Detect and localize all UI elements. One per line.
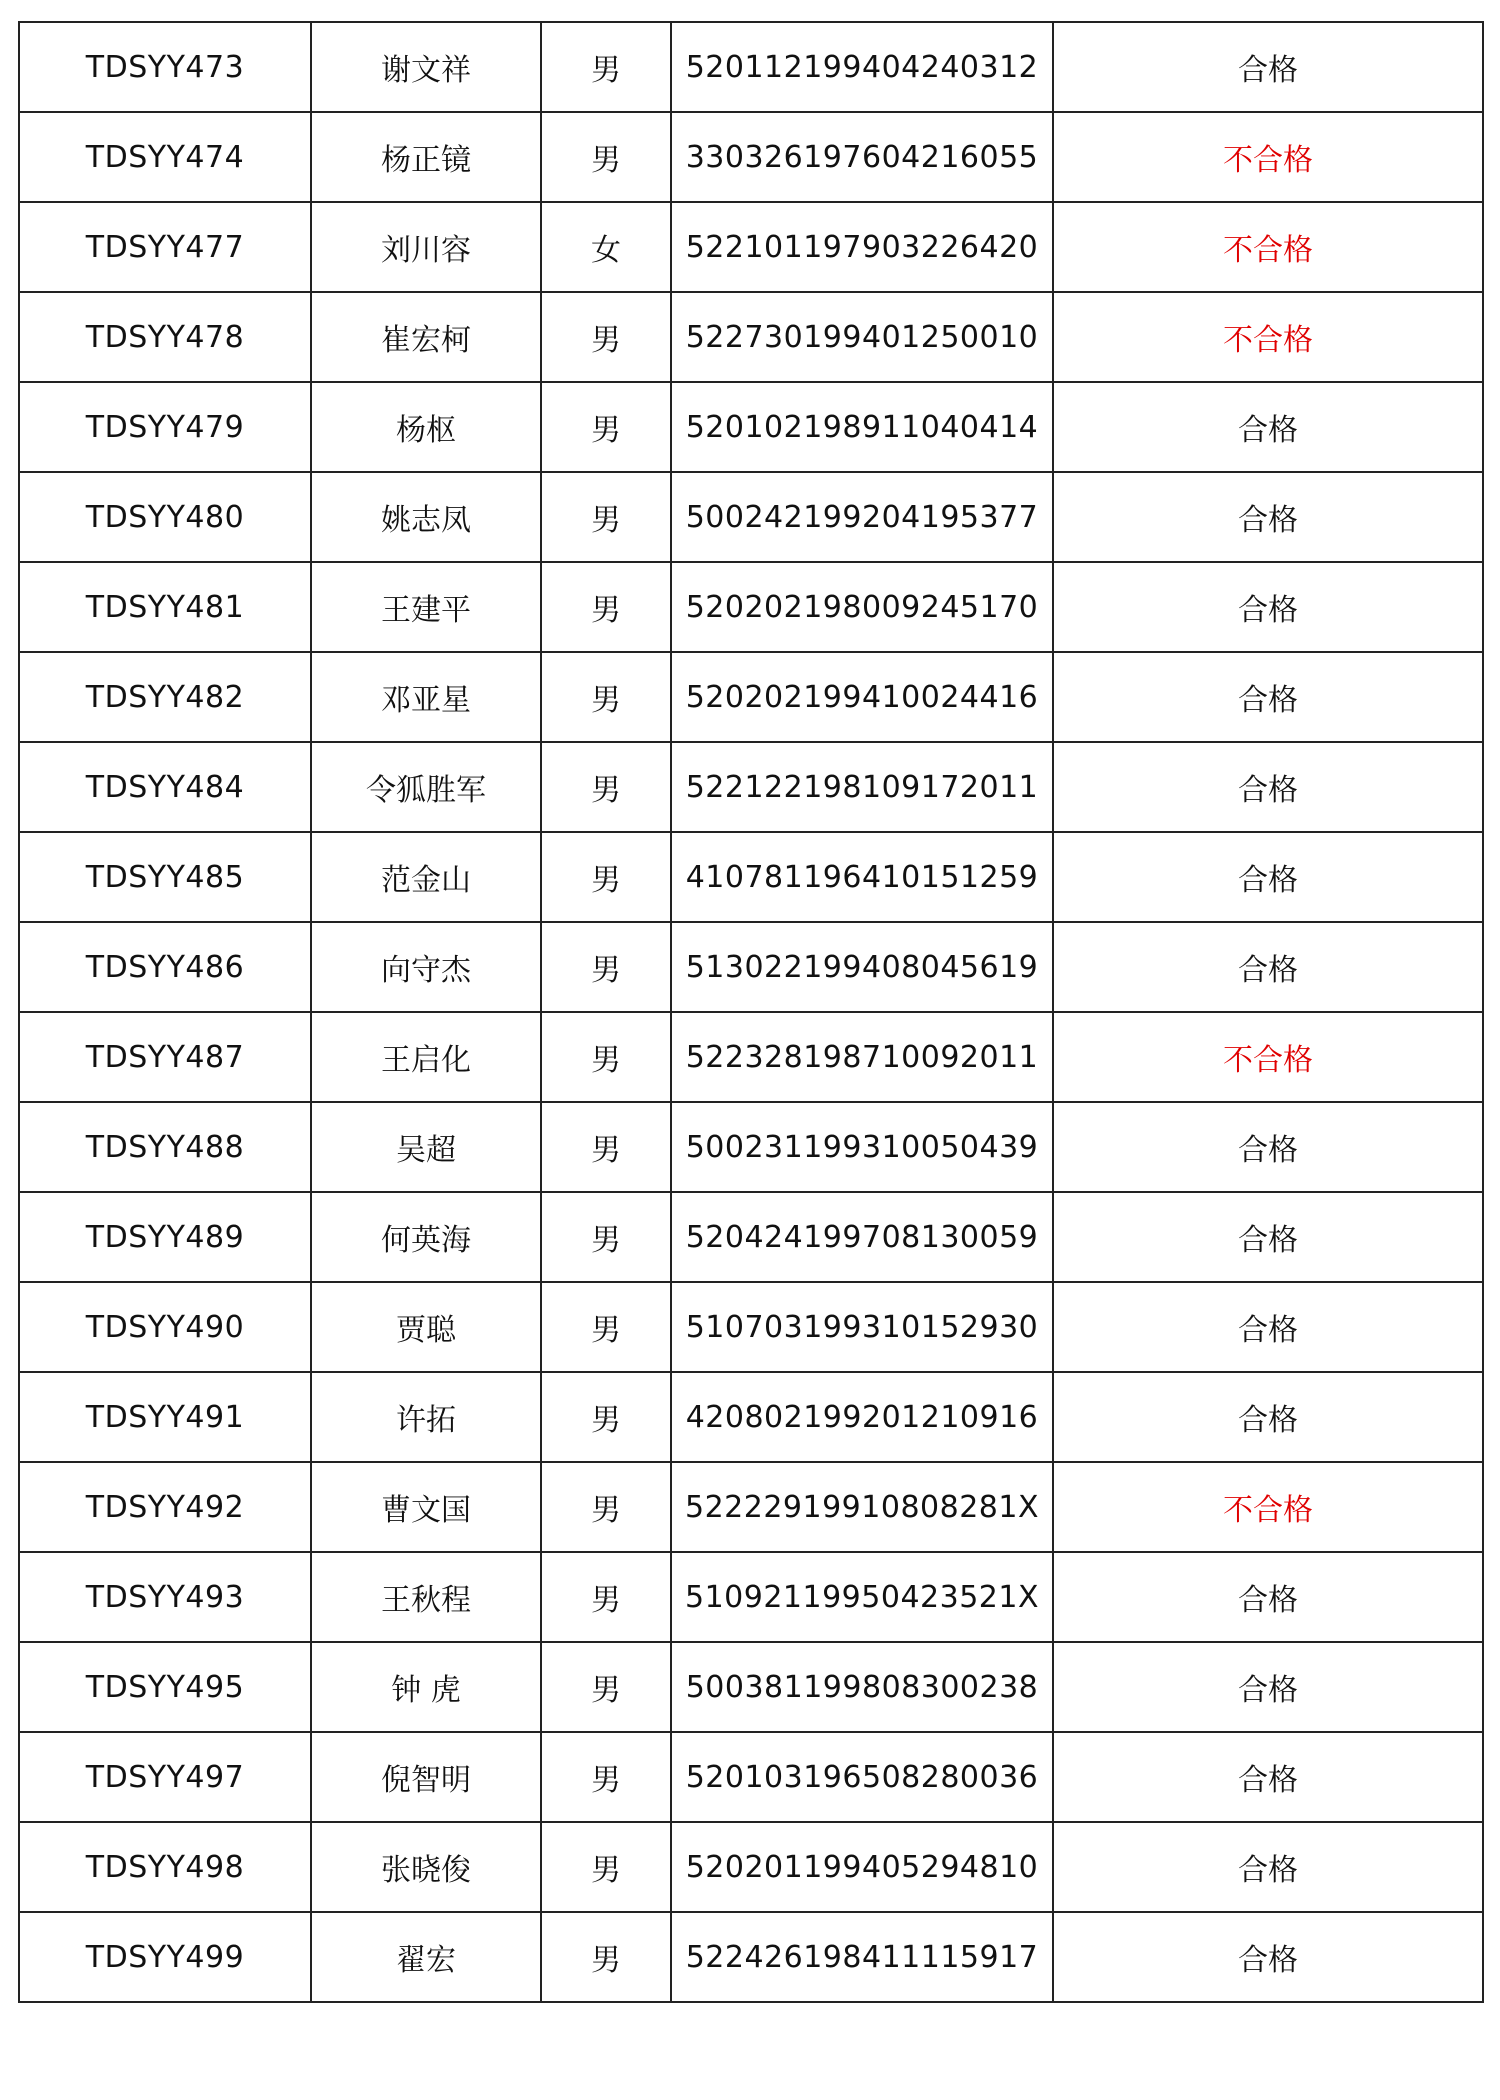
result-cell: 合格 <box>1053 1282 1483 1372</box>
id-number-cell: 520202198009245170 <box>671 562 1053 652</box>
result-cell: 合格 <box>1053 742 1483 832</box>
gender-cell: 男 <box>541 1282 671 1372</box>
name-cell: 刘川容 <box>311 202 541 292</box>
name-cell: 崔宏柯 <box>311 292 541 382</box>
table-row <box>19 1012 1483 1102</box>
name-cell: 谢文祥 <box>311 22 541 112</box>
id-number-cell: 51092119950423521X <box>671 1552 1053 1642</box>
result-cell: 合格 <box>1053 922 1483 1012</box>
id-number-cell: 52222919910808281X <box>671 1462 1053 1552</box>
candidate-id-cell: TDSYY497 <box>19 1732 311 1822</box>
name-cell: 钟 虎 <box>311 1642 541 1732</box>
name-cell: 邓亚星 <box>311 652 541 742</box>
table-row <box>19 112 1483 202</box>
candidate-id-cell: TDSYY478 <box>19 292 311 382</box>
table-row <box>19 1102 1483 1192</box>
id-number-cell: 522328198710092011 <box>671 1012 1053 1102</box>
gender-cell: 男 <box>541 922 671 1012</box>
table-row <box>19 652 1483 742</box>
id-number-cell: 330326197604216055 <box>671 112 1053 202</box>
gender-cell: 男 <box>541 472 671 562</box>
name-cell: 吴超 <box>311 1102 541 1192</box>
name-cell: 贾聪 <box>311 1282 541 1372</box>
gender-cell: 男 <box>541 832 671 922</box>
gender-cell: 男 <box>541 22 671 112</box>
id-number-cell: 513022199408045619 <box>671 922 1053 1012</box>
table-row <box>19 1642 1483 1732</box>
candidate-id-cell: TDSYY486 <box>19 922 311 1012</box>
result-cell: 合格 <box>1053 1732 1483 1822</box>
candidate-id-cell: TDSYY481 <box>19 562 311 652</box>
result-cell: 不合格 <box>1053 1012 1483 1102</box>
gender-cell: 男 <box>541 1552 671 1642</box>
table-row <box>19 292 1483 382</box>
result-cell: 合格 <box>1053 382 1483 472</box>
result-cell: 合格 <box>1053 1192 1483 1282</box>
candidate-id-cell: TDSYY495 <box>19 1642 311 1732</box>
name-cell: 曹文国 <box>311 1462 541 1552</box>
candidate-id-cell: TDSYY492 <box>19 1462 311 1552</box>
table-row <box>19 1732 1483 1822</box>
candidate-id-cell: TDSYY490 <box>19 1282 311 1372</box>
name-cell: 张晓俊 <box>311 1822 541 1912</box>
name-cell: 杨枢 <box>311 382 541 472</box>
result-cell: 合格 <box>1053 1642 1483 1732</box>
table-row <box>19 742 1483 832</box>
table-row <box>19 562 1483 652</box>
name-cell: 王建平 <box>311 562 541 652</box>
gender-cell: 男 <box>541 112 671 202</box>
candidate-id-cell: TDSYY499 <box>19 1912 311 2002</box>
id-number-cell: 410781196410151259 <box>671 832 1053 922</box>
name-cell: 王秋程 <box>311 1552 541 1642</box>
result-cell: 合格 <box>1053 472 1483 562</box>
gender-cell: 男 <box>541 1732 671 1822</box>
candidate-id-cell: TDSYY479 <box>19 382 311 472</box>
id-number-cell: 520202199410024416 <box>671 652 1053 742</box>
gender-cell: 男 <box>541 1192 671 1282</box>
name-cell: 范金山 <box>311 832 541 922</box>
table-row <box>19 1822 1483 1912</box>
id-number-cell: 510703199310152930 <box>671 1282 1053 1372</box>
result-cell: 不合格 <box>1053 292 1483 382</box>
result-cell: 合格 <box>1053 1912 1483 2002</box>
table-row <box>19 1552 1483 1642</box>
result-cell: 不合格 <box>1053 202 1483 292</box>
name-cell: 姚志凤 <box>311 472 541 562</box>
result-cell: 合格 <box>1053 1102 1483 1192</box>
table-row <box>19 382 1483 472</box>
id-number-cell: 520424199708130059 <box>671 1192 1053 1282</box>
id-number-cell: 520201199405294810 <box>671 1822 1053 1912</box>
candidate-id-cell: TDSYY489 <box>19 1192 311 1282</box>
gender-cell: 男 <box>541 292 671 382</box>
result-cell: 合格 <box>1053 1822 1483 1912</box>
gender-cell: 男 <box>541 1462 671 1552</box>
candidate-id-cell: TDSYY473 <box>19 22 311 112</box>
result-cell: 合格 <box>1053 832 1483 922</box>
table-body <box>19 22 1483 2002</box>
gender-cell: 女 <box>541 202 671 292</box>
gender-cell: 男 <box>541 562 671 652</box>
candidate-id-cell: TDSYY498 <box>19 1822 311 1912</box>
name-cell: 何英海 <box>311 1192 541 1282</box>
table-row <box>19 22 1483 112</box>
name-cell: 杨正镜 <box>311 112 541 202</box>
candidate-id-cell: TDSYY484 <box>19 742 311 832</box>
id-number-cell: 520102198911040414 <box>671 382 1053 472</box>
name-cell: 翟宏 <box>311 1912 541 2002</box>
table-row <box>19 472 1483 562</box>
id-number-cell: 522122198109172011 <box>671 742 1053 832</box>
candidate-id-cell: TDSYY487 <box>19 1012 311 1102</box>
result-cell: 不合格 <box>1053 1462 1483 1552</box>
id-number-cell: 520103196508280036 <box>671 1732 1053 1822</box>
name-cell: 许拓 <box>311 1372 541 1462</box>
gender-cell: 男 <box>541 1012 671 1102</box>
gender-cell: 男 <box>541 1642 671 1732</box>
result-cell: 合格 <box>1053 1372 1483 1462</box>
gender-cell: 男 <box>541 1912 671 2002</box>
name-cell: 王启化 <box>311 1012 541 1102</box>
name-cell: 倪智明 <box>311 1732 541 1822</box>
result-cell: 合格 <box>1053 1552 1483 1642</box>
table-row <box>19 1912 1483 2002</box>
result-cell: 合格 <box>1053 562 1483 652</box>
candidate-id-cell: TDSYY485 <box>19 832 311 922</box>
id-number-cell: 522101197903226420 <box>671 202 1053 292</box>
table-row <box>19 1282 1483 1372</box>
candidate-id-cell: TDSYY477 <box>19 202 311 292</box>
result-cell: 不合格 <box>1053 112 1483 202</box>
candidate-id-cell: TDSYY488 <box>19 1102 311 1192</box>
id-number-cell: 500231199310050439 <box>671 1102 1053 1192</box>
id-number-cell: 522426198411115917 <box>671 1912 1053 2002</box>
table-row <box>19 1462 1483 1552</box>
gender-cell: 男 <box>541 1822 671 1912</box>
table-row <box>19 1192 1483 1282</box>
id-number-cell: 500242199204195377 <box>671 472 1053 562</box>
result-cell: 合格 <box>1053 652 1483 742</box>
gender-cell: 男 <box>541 1102 671 1192</box>
id-number-cell: 522730199401250010 <box>671 292 1053 382</box>
gender-cell: 男 <box>541 742 671 832</box>
id-number-cell: 520112199404240312 <box>671 22 1053 112</box>
gender-cell: 男 <box>541 1372 671 1462</box>
gender-cell: 男 <box>541 382 671 472</box>
candidate-id-cell: TDSYY493 <box>19 1552 311 1642</box>
result-cell: 合格 <box>1053 22 1483 112</box>
table-row <box>19 922 1483 1012</box>
name-cell: 向守杰 <box>311 922 541 1012</box>
table-row <box>19 1372 1483 1462</box>
id-number-cell: 500381199808300238 <box>671 1642 1053 1732</box>
table-row <box>19 832 1483 922</box>
candidate-id-cell: TDSYY491 <box>19 1372 311 1462</box>
candidate-id-cell: TDSYY482 <box>19 652 311 742</box>
candidate-id-cell: TDSYY474 <box>19 112 311 202</box>
candidate-id-cell: TDSYY480 <box>19 472 311 562</box>
gender-cell: 男 <box>541 652 671 742</box>
name-cell: 令狐胜军 <box>311 742 541 832</box>
result-table <box>18 21 1484 2003</box>
table-row <box>19 202 1483 292</box>
id-number-cell: 420802199201210916 <box>671 1372 1053 1462</box>
